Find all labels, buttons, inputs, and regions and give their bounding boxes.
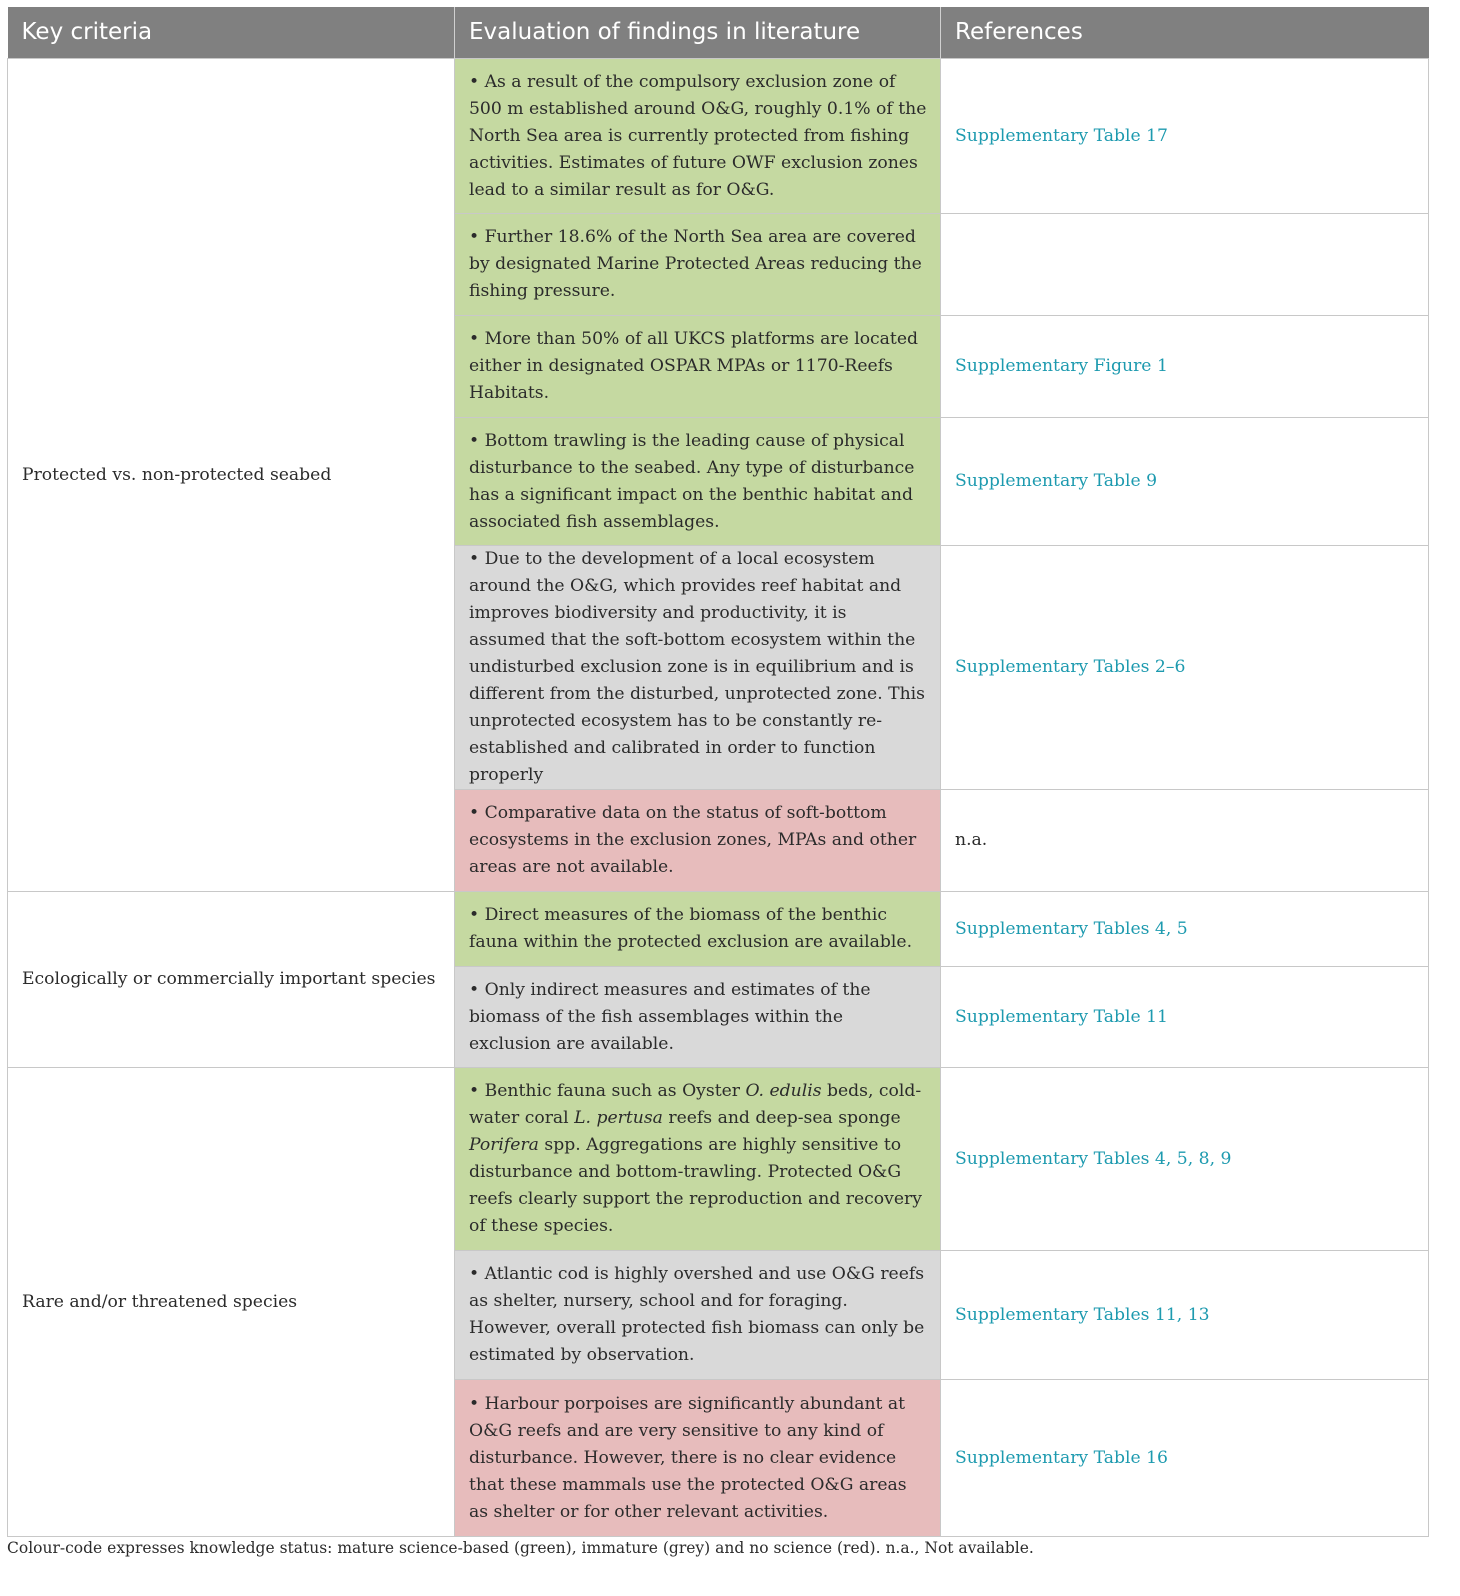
reference-cell[interactable]: [941, 418, 1429, 546]
header-row: [8, 7, 1429, 59]
reference-link[interactable]: Supplementary Table 9: [955, 471, 1158, 491]
finding-cell: • More than 50% of all UKCS platforms are located either in designated OSPAR MPAs or 1170-Reefs Habitats.: [455, 316, 941, 418]
header-key-criteria: Key criteria: [8, 7, 455, 59]
criterion-important-species: Ecologically or commercially important species: [8, 892, 455, 1068]
table-row: [8, 1068, 1429, 1251]
reference-cell[interactable]: [941, 1251, 1429, 1380]
finding-cell: • Only indirect measures and estimates of the biomass of the fish assemblages within the exclusion are available.: [455, 967, 941, 1068]
table-row: [8, 59, 1429, 214]
reference-link[interactable]: Supplementary Table 11: [955, 1006, 1168, 1027]
reference-cell[interactable]: [941, 59, 1429, 214]
header-references: References: [941, 7, 1429, 59]
reference-link[interactable]: Supplementary Tables 2–6: [955, 657, 1186, 677]
reference-link[interactable]: Supplementary Tables 4, 5: [955, 918, 1188, 939]
reference-cell[interactable]: [941, 546, 1429, 790]
finding-cell: • Benthic fauna such as Oyster O. edulis beds, cold-water coral L. pertusa reefs and deep-sea sponge Porifera spp. Aggregations are highly sensitive to disturbance and bottom-trawling. Protected O&G reefs clearly support the reproduction and recovery of these species.: [455, 1068, 941, 1251]
reference-link[interactable]: Supplementary Tables 11, 13: [955, 1304, 1210, 1325]
reference-cell[interactable]: [941, 892, 1429, 967]
table-row: [8, 892, 1429, 967]
finding-cell: • Bottom trawling is the leading cause of physical disturbance to the seabed. Any type of disturbance has a significant impact on the benthic habitat and associated fish assemblages.: [455, 418, 941, 546]
finding-cell: • As a result of the compulsory exclusion zone of 500 m established around O&G, roughly 0.1% of the North Sea area is currently protected from fishing activities. Estimates of future OWF exclusion zones lead to a similar result as for O&G.: [455, 59, 941, 214]
reference-cell[interactable]: [941, 316, 1429, 418]
knowledge-status-table: [7, 7, 1429, 1537]
reference-link[interactable]: Supplementary Table 17: [955, 125, 1168, 146]
reference-na: n.a.: [955, 830, 988, 850]
criterion-protected-seabed: Protected vs. non-protected seabed: [8, 59, 455, 892]
finding-cell: • Atlantic cod is highly overshed and use O&G reefs as shelter, nursery, school and for foraging. However, overall protected fish biomass can only be estimated by observation.: [455, 1251, 941, 1380]
reference-cell[interactable]: [941, 967, 1429, 1068]
reference-cell: [941, 790, 1429, 892]
table-footnote: Colour-code expresses knowledge status: mature science-based (green), immature (grey) and no science (red). n.a., Not available.: [7, 1539, 1034, 1557]
reference-cell[interactable]: [941, 1068, 1429, 1251]
reference-link[interactable]: Supplementary Tables 4, 5, 8, 9: [955, 1148, 1232, 1169]
finding-cell: • Harbour porpoises are significantly abundant at O&G reefs and are very sensitive to any kind of disturbance. However, there is no clear evidence that these mammals use the protected O&G areas as shelter or for other relevant activities.: [455, 1380, 941, 1537]
header-evaluation: Evaluation of findings in literature: [455, 7, 941, 59]
finding-cell: • Comparative data on the status of soft-bottom ecosystems in the exclusion zones, MPAs and other areas are not available.: [455, 790, 941, 892]
criterion-rare-species: Rare and/or threatened species: [8, 1068, 455, 1537]
finding-cell: • Due to the development of a local ecosystem around the O&G, which provides reef habitat and improves biodiversity and productivity, it is assumed that the soft-bottom ecosystem within the undisturbed exclusion zone is in equilibrium and is different from the disturbed, unprotected zone. This unprotected ecosystem has to be constantly re-established and calibrated in order to function properly: [455, 546, 941, 790]
reference-link[interactable]: Supplementary Table 16: [955, 1447, 1168, 1468]
reference-link[interactable]: Supplementary Figure 1: [955, 356, 1168, 376]
finding-cell: • Further 18.6% of the North Sea area are covered by designated Marine Protected Areas reducing the fishing pressure.: [455, 214, 941, 316]
reference-cell: [941, 214, 1429, 316]
finding-cell: • Direct measures of the biomass of the benthic fauna within the protected exclusion are available.: [455, 892, 941, 967]
reference-cell[interactable]: [941, 1380, 1429, 1537]
